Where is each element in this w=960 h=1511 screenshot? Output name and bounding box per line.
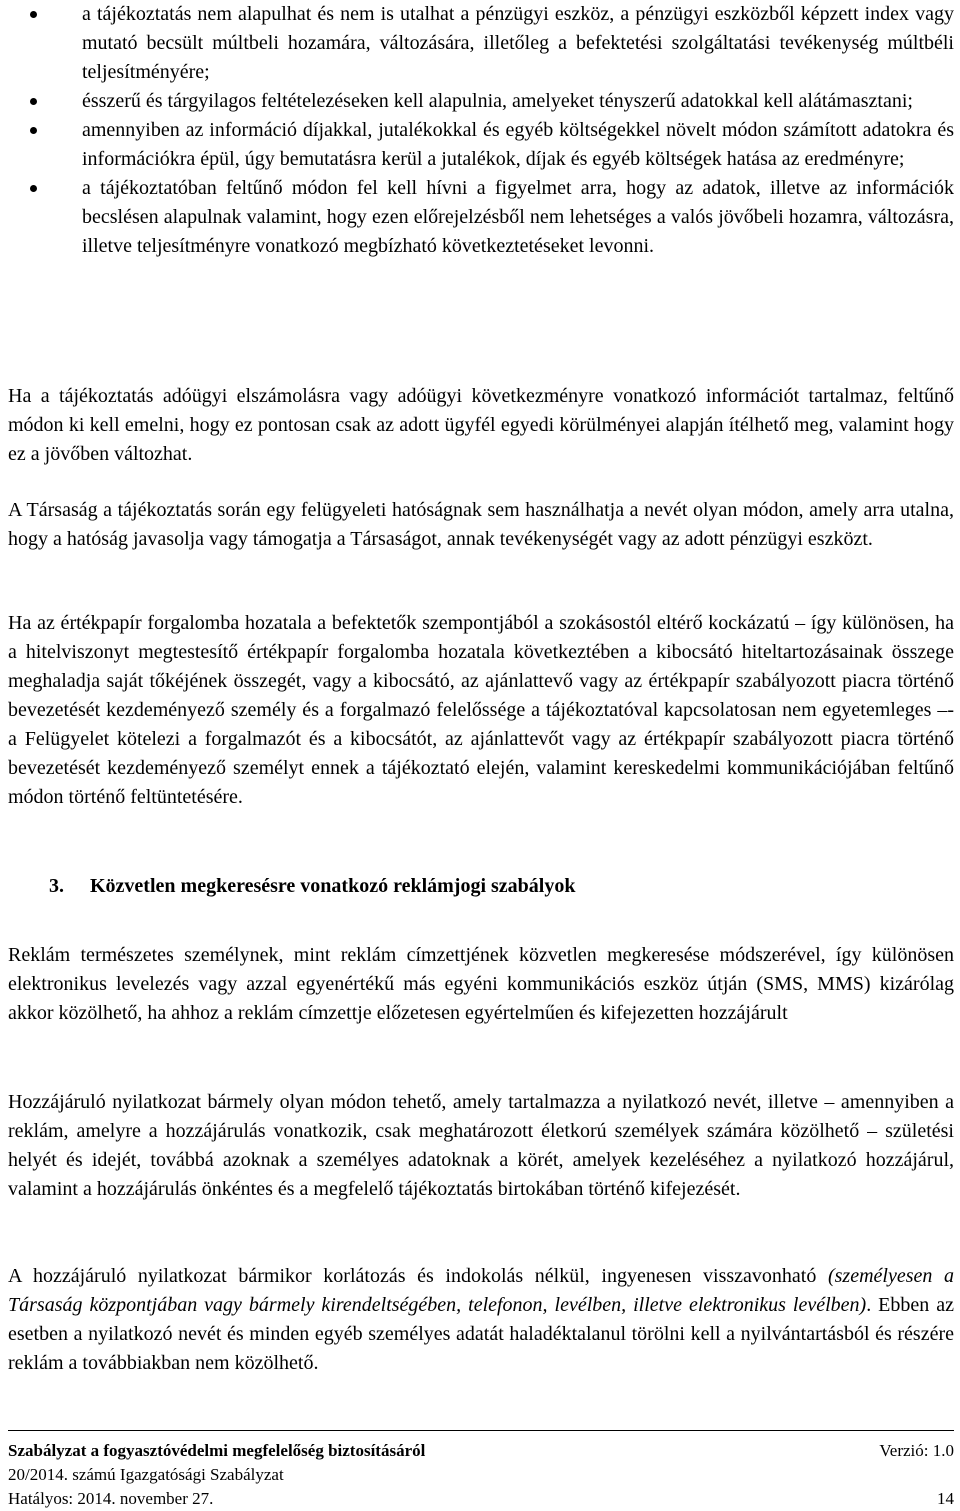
bullet-item: a tájékoztatás nem alapulhat és nem is utalhat a pénzügyi eszköz, a pénzügyi eszközből képzett index vagy mutató becsült múltbeli hozamára, változására, illetőleg a befektetési szolgáltatási tevékenység múltbéli teljesítményére; (8, 0, 954, 87)
footer-effective-date: Hatályos: 2014. november 27. (8, 1489, 214, 1508)
footer-doc-title: Szabályzat a fogyasztóvédelmi megfelelőség biztosításáról (8, 1441, 426, 1460)
bullet-item: ésszerű és tárgyilagos feltételezéseken kell alapulnia, amelyeket tényszerű adatokkal kell alátámasztani; (8, 87, 954, 116)
page-content (8, 0, 954, 1374)
bullet-dot-icon (30, 185, 37, 192)
paragraph-consent-declaration: Hozzájáruló nyilatkozat bármely olyan módon tehető, amely tartalmazza a nyilatkozó nevét, illetve – amennyiben a reklám, amelyre a hozzájárulás vonatkozik, csak meghatározott életkorú személyek számára közölhető – születési helyét és idejét, továbbá azoknak a személyes adatoknak a körét, amelyek kezeléséhez a nyilatkozó hozzájárul, valamint a hozzájárulás önkéntes és a megfelelő tájékoztatás birtokában történő kifejezését. (8, 1091, 954, 1200)
bullet-dot-icon (30, 98, 37, 105)
bullet-dot-icon (30, 127, 37, 134)
footer-version: Verzió: 1.0 (879, 1441, 954, 1460)
section-number: 3. (49, 875, 64, 897)
paragraph-consent-withdrawal: A hozzájáruló nyilatkozat bármikor korlátozás és indokolás nélkül, ingyenesen visszavonható (személyesen a Társaság központjában vagy bármely kirendeltségében, telefonon, levélben, illetve elektronikus levélben). Ebben az esetben a nyilatkozó nevét és minden egyéb személyes adatát haladéktalanul törölni kell a nyilvántartásból és részére reklám a továbbiakban nem közölhető. (8, 1265, 954, 1374)
page-footer (8, 1430, 954, 1511)
footer-page-number: 14 (937, 1489, 954, 1508)
section-title: Közvetlen megkeresésre vonatkozó reklámjogi szabályok (90, 875, 576, 897)
paragraph-tax-info: Ha a tájékoztatás adóügyi elszámolásra vagy adóügyi következményre vonatkozó információt tartalmaz, feltűnő módon ki kell emelni, hogy ez pontosan csak az adott ügyfél egyedi körülményei alapján ítélhető meg, valamint hogy ez a jövőben változhat. (8, 385, 954, 465)
paragraph-direct-contact: Reklám természetes személynek, mint reklám címzettjének közvetlen megkeresése módszerével, így különösen elektronikus levelezés vagy azzal egyenértékű más egyéni kommunikációs eszköz útján (SMS, MMS) kizárólag akkor közölhető, ha ahhoz a reklám címzettje előzetesen egyértelműen és kifejezetten hozzájárult (8, 944, 954, 1024)
section-heading (49, 872, 576, 901)
bullet-item: amennyiben az információ díjakkal, jutalékokkal és egyéb költségekkel növelt módon számított adatokra és információkra épül, úgy bemutatásra kerül a jutalékok, díjak és egyéb költségek hatása az eredményre; (8, 116, 954, 174)
paragraph-authority-name: A Társaság a tájékoztatás során egy felügyeleti hatóságnak sem használhatja a nevét olyan módon, amely arra utalna, hogy a hatóság javasolja vagy támogatja a Társaságot, annak tevékenységét vagy az adott pénzügyi eszközt. (8, 499, 954, 550)
bullet-list (8, 0, 954, 261)
footer-regulation: 20/2014. számú Igazgatósági Szabályzat (8, 1465, 284, 1484)
bullet-dot-icon (30, 11, 37, 18)
bullet-item: a tájékoztatóban feltűnő módon fel kell hívni a figyelmet arra, hogy az adatok, illetve az információk becslésen alapulnak valamint, hogy ezen előrejelzésből nem lehetséges a valós jövőbeli hozamra, változásra, illetve teljesítményre vonatkozó megbízható következtetéseket levonni. (8, 174, 954, 261)
paragraph-risk-disclosure: Ha az értékpapír forgalomba hozatala a befektetők szempontjából a szokásostól eltérő kockázatú – így különösen, ha a hitelviszonyt megtestesítő értékpapír forgalomba hozatala következtében a kibocsátó hiteltartozásainak összege meghaladja saját tőkéjének összegét, vagy a kibocsátó, az ajánlattevő vagy az értékpapír szabályozott piacra történő bevezetését kezdeményező személy és a forgalmazó felelőssége a tájékoztatóval kapcsolatosan nem egyetemleges –- a Felügyelet kötelezi a forgalmazót és a kibocsátót, az ajánlattevőt vagy az értékpapír szabályozott piacra történő bevezetését kezdeményező személyt ennek a tájékoztató elején, valamint kereskedelmi kommunikációjában feltűnő módon történő feltüntetésére. (8, 612, 954, 808)
